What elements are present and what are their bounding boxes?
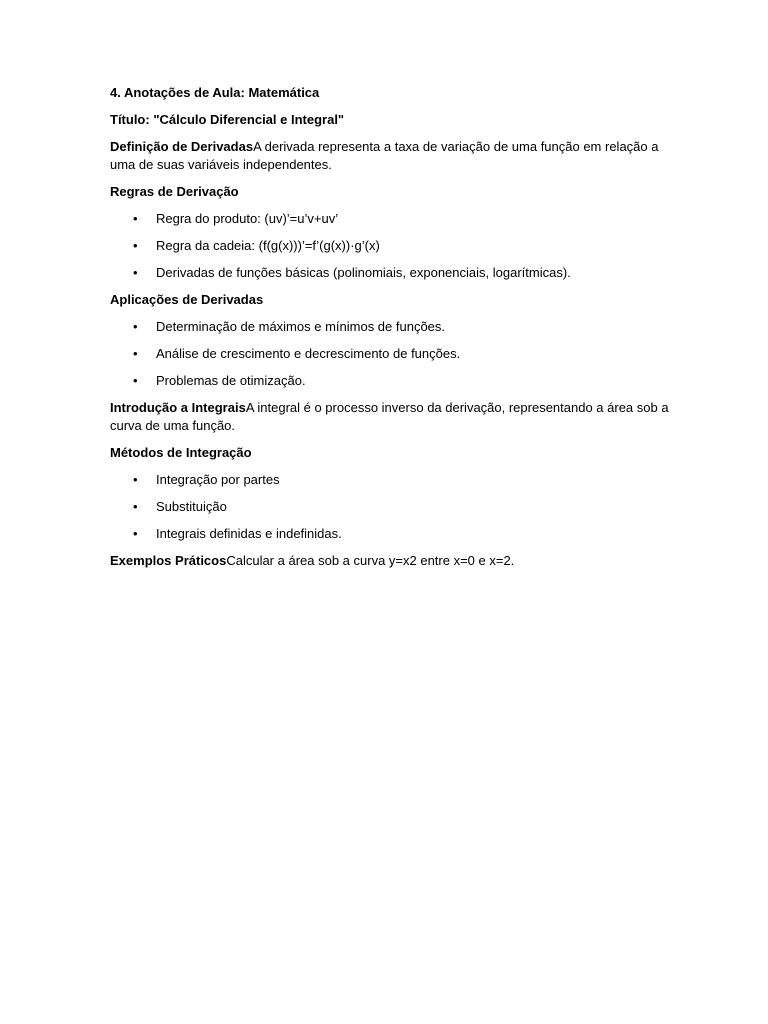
document-title: Título: "Cálculo Diferencial e Integral" — [110, 112, 345, 127]
bullet-icon: • — [133, 499, 138, 514]
list-item: • Análise de crescimento e decrescimento de funções. — [133, 346, 461, 361]
exemplos-label: Exemplos Práticos — [110, 553, 227, 568]
aplicacoes-list — [110, 318, 670, 390]
metodos-list — [110, 471, 670, 543]
introducao-text: A integral é o processo inverso da derivação, representando a área sob a curva de uma função. — [110, 400, 669, 433]
list-item: • Integração por partes — [133, 472, 280, 487]
list-item: • Regra da cadeia: (f(g(x)))’=f’(g(x))·g’(x) — [133, 238, 380, 253]
exemplos-text: Calcular a área sob a curva y=x2 entre x=0 e x=2. — [226, 553, 515, 568]
regras-list — [110, 210, 670, 282]
exemplos-paragraph — [110, 552, 670, 570]
introducao-label: Introdução a Integrais — [110, 400, 246, 415]
definicao-paragraph — [110, 138, 670, 174]
metodos-heading: Métodos de Integração — [110, 445, 252, 460]
list-item: • Substituição — [133, 499, 227, 514]
list-item: • Determinação de máximos e mínimos de funções. — [133, 319, 446, 334]
bullet-icon: • — [133, 265, 138, 280]
aplicacoes-heading: Aplicações de Derivadas — [110, 292, 264, 307]
document-body — [110, 84, 670, 579]
section-heading: 4. Anotações de Aula: Matemática — [110, 85, 320, 100]
list-item: • Problemas de otimização. — [133, 373, 306, 388]
bullet-icon: • — [133, 472, 138, 487]
bullet-icon: • — [133, 211, 138, 226]
bullet-icon: • — [133, 319, 138, 334]
bullet-icon: • — [133, 373, 138, 388]
definicao-text: A derivada representa a taxa de variação de uma função em relação a uma de suas variáveis independentes. — [110, 139, 659, 172]
bullet-icon: • — [133, 346, 138, 361]
list-item: • Regra do produto: (uv)’=u’v+uv’ — [133, 211, 339, 226]
list-item: • Integrais definidas e indefinidas. — [133, 526, 342, 541]
bullet-icon: • — [133, 526, 138, 541]
introducao-paragraph — [110, 399, 670, 435]
regras-heading: Regras de Derivação — [110, 184, 239, 199]
list-item: • Derivadas de funções básicas (polinomiais, exponenciais, logarítmicas). — [133, 265, 571, 280]
bullet-icon: • — [133, 238, 138, 253]
definicao-label: Definição de Derivadas — [110, 139, 254, 154]
